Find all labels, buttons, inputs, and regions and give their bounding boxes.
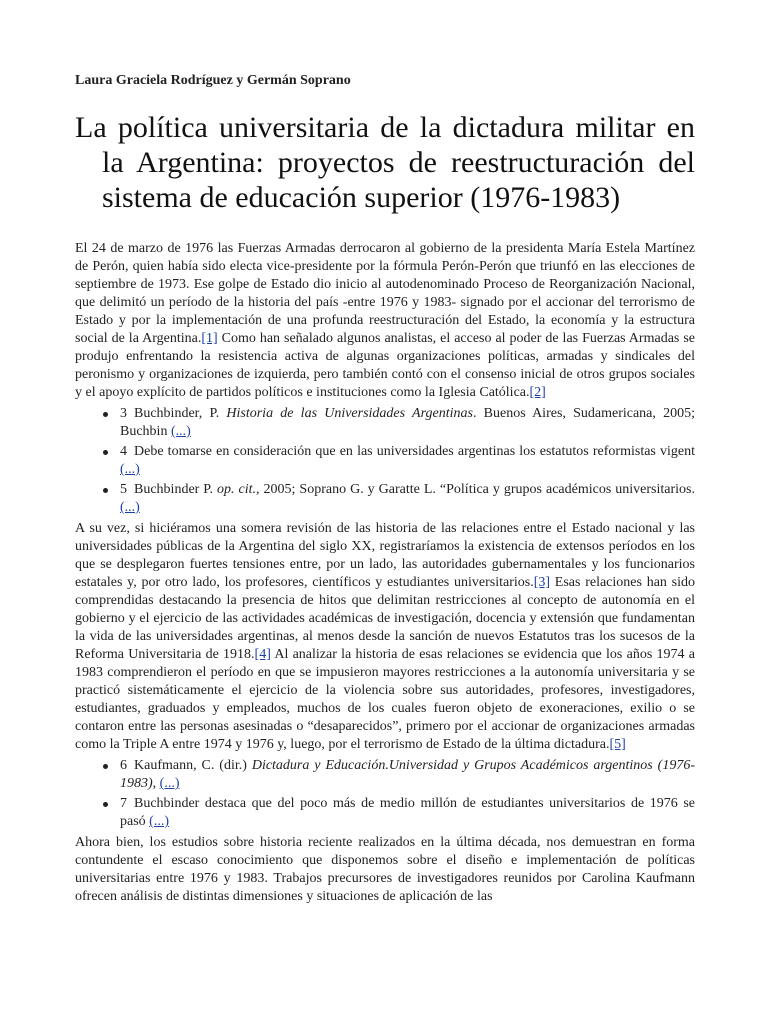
note-text-post: ,	[152, 776, 160, 791]
note-text-post: . Buenos Aires, Sudamericana, 2005; Buchbin	[120, 406, 695, 439]
paragraph-2-text-2: Esas relaciones han sido comprendidas destacando la presencia de hitos que delimitan restricciones al concepto de autonomía en el gobierno y el ejercicio de las actividades académicas de investigación, docencia y extensión que fundamentan la vida de las universidades argentinas, al menos desde la sanción de nuevos Estatutos tras los sucesos de la Reforma Universitaria de 1918.	[75, 575, 695, 662]
note-expand-link[interactable]: (...)	[170, 424, 191, 439]
footnote-ref-1[interactable]: [1]	[201, 331, 218, 346]
note-item-5	[120, 481, 695, 517]
footnote-ref-4[interactable]: [4]	[254, 647, 271, 662]
note-number: 6	[120, 758, 127, 773]
note-item-7	[120, 795, 695, 831]
paragraph-3	[75, 834, 695, 906]
note-italic-title: Historia de las Universidades Argentinas	[226, 406, 473, 421]
note-number: 3	[120, 406, 127, 421]
authors-line: Laura Graciela Rodríguez y Germán Soprano	[75, 73, 351, 88]
note-expand-link[interactable]: (...)	[120, 462, 140, 477]
paragraph-1	[75, 240, 695, 402]
note-text-post: , 2005; Soprano G. y Garatte L. “Política y grupos académicos universitarios.	[256, 482, 695, 497]
footnote-ref-3[interactable]: [3]	[533, 575, 551, 590]
paragraph-1-text-2: Como han señalado algunos analistas, el acceso al poder de las Fuerzas Armadas se produjo enfrentando la resistencia activa de algunas organizaciones políticas, armadas y sindicales del peronismo y organizaciones de izquierda, pero también contó con el consenso inicial de otros grupos sociales y el apoyo explícito de partidos políticos e instituciones como la Iglesia Católica.	[75, 331, 695, 400]
footnote-ref-2[interactable]: [2]	[529, 385, 546, 400]
note-text: Kaufmann, C. (dir.)	[134, 758, 252, 773]
paragraph-2-text-3: Al analizar la historia de esas relaciones se evidencia que los años 1974 a 1983 comprendieron el período en que se impusieron mayores restricciones a la autonomía universitaria y se practicó sistemáticamente el ejercicio de la violencia sobre sus autoridades, profesores, investigadores, estudiantes, graduados y empleados, muchos de los cuales fueron objeto de exoneraciones, exilio o se contaron entre las personas asesinadas o “desaparecidos”, primero por el accionar de organizaciones armadas como la Triple A entre 1974 y 1976 y, luego, por el terrorismo de Estado de la última dictadura.	[75, 647, 695, 752]
note-italic-title: op. cit.	[217, 482, 257, 497]
paragraph-2	[75, 520, 695, 754]
note-item-6	[120, 757, 695, 793]
notes-list-1	[75, 405, 695, 517]
note-number: 4	[120, 444, 127, 459]
note-italic-title: Dictadura y Educación.Universidad y Grupos Académicos argentinos (1976-1983)	[120, 758, 695, 791]
note-expand-link[interactable]: (...)	[120, 500, 140, 515]
paragraph-3-text: Ahora bien, los estudios sobre historia reciente realizados en la última década, nos demuestran en forma contundente el escaso conocimiento que disponemos sobre el diseño e implementación de políticas universitarias entre 1976 y 1983. Trabajos precursores de investigadores reunidos por Carolina Kaufmann ofrecen análisis de distintas dimensiones y situaciones de aplicación de las	[75, 835, 695, 904]
note-text: Buchbinder destaca que del poco más de medio millón de estudiantes universitarios de 1976 se pasó	[120, 796, 695, 829]
note-text: Buchbinder P.	[134, 482, 218, 497]
article-title: La política universitaria de la dictadura militar en la Argentina: proyectos de reestructuración del sistema de educación superior (1976-1983)	[75, 111, 695, 214]
paragraph-2-text: A su vez, si hiciéramos una somera revisión de las historia de las relaciones entre el Estado nacional y las universidades públicas de la Argentina del siglo XX, registraríamos la existencia de extensos períodos en los que se desplegaron fuertes tensiones entre, por un lado, las autoridades gubernamentales y los funcionarios estatales y, por otro lado, los profesores, científicos y estudiantes universitarios.	[75, 521, 695, 590]
note-item-4	[120, 443, 695, 479]
footnote-ref-5[interactable]: [5]	[609, 737, 626, 752]
note-item-3	[120, 405, 695, 441]
note-expand-link[interactable]: (...)	[159, 776, 180, 791]
note-expand-link[interactable]: (...)	[149, 814, 169, 829]
note-number: 5	[120, 482, 127, 497]
paragraph-1-text: El 24 de marzo de 1976 las Fuerzas Armadas derrocaron al gobierno de la presidenta María Estela Martínez de Perón, quien había sido electa vice-presidente por la fórmula Perón-Perón que triunfó en las elecciones de septiembre de 1973. Ese golpe de Estado dio inicio al autodenominado Proceso de Reorganización Nacional, que delimitó un período de la historia del país -entre 1976 y 1983- signado por el accionar del terrorismo de Estado y por la implementación de una profunda reestructuración del Estado, la economía y la estructura social de la Argentina.	[75, 241, 695, 346]
document-page	[75, 72, 695, 909]
note-text: Debe tomarse en consideración que en las universidades argentinas los estatutos reformistas vigent	[134, 444, 695, 459]
note-number: 7	[120, 796, 127, 811]
notes-list-2	[75, 757, 695, 831]
note-text: Buchbinder, P.	[134, 406, 227, 421]
